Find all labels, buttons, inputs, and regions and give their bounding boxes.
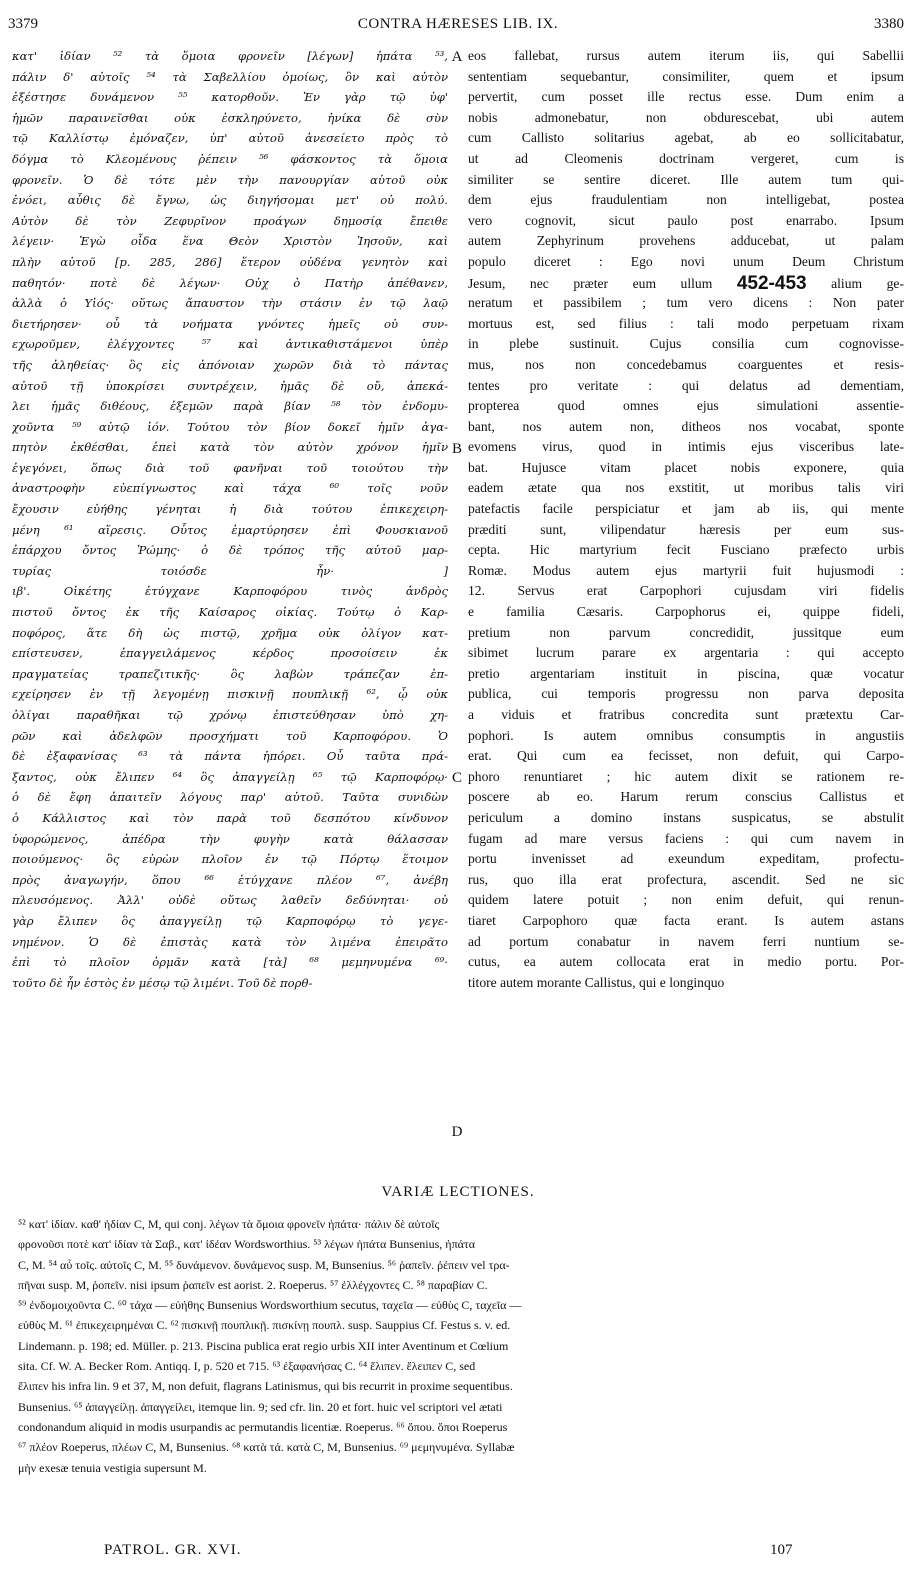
latin-line: pretio argentariam instituit in piscina, quæ vocatur — [468, 665, 904, 681]
latin-line: e familia Cæsaris. Carpophorus ei, quippe fideli, — [468, 604, 904, 620]
page-number-left: 3379 — [8, 16, 38, 32]
greek-line: λέγειν· Ἐγὼ οἶδα ἕνα Θεὸν Χριστὸν Ἰησοῦν, καὶ — [12, 234, 448, 249]
latin-line: præditi sunt, vilipendatur hæresis per eum sus- — [468, 521, 904, 537]
latin-line: pophori. Is autem omnibus consumptis in angustiis — [468, 727, 904, 743]
note-line: μὴν exesæ tenuia vestigia supersunt M. — [18, 1460, 207, 1475]
running-title: CONTRA HÆRESES LIB. IX. — [357, 16, 559, 32]
latin-line: erat. Qui cum ea fecisset, non defuit, qui Carpo- — [468, 748, 904, 764]
latin-line: mus, nos non concedebamus coarguentes et resis- — [468, 356, 904, 372]
page-footer — [0, 1542, 916, 1566]
latin-line: bant, nos autem non, ditheos nos vocabat, sponte — [468, 418, 904, 434]
greek-line: εχωροῦμεν, ἐλέγχοντες ⁵⁷ καὶ ἀντικαθιστάμενοι ὑπὲρ — [12, 337, 448, 352]
greek-line: ποφόρος, ἅτε δὴ ὡς πιστῷ, χρῆμα οὐκ ὀλίγον κατ- — [12, 625, 448, 640]
greek-line: τυρίας τοιόσδε ἦν· ] — [12, 563, 448, 578]
greek-line: δόγμα τὸ Κλεομένους ῥέπειν ⁵⁶ φάσκοντος τὰ ὅμοια — [12, 151, 448, 166]
greek-line: ἐπὶ τὸ πλοῖον ὁρμᾶν κατὰ [τὰ] ⁶⁸ μεμηνυμένα ⁶⁹· — [12, 955, 448, 970]
greek-line: ἀλλὰ ὁ Υἱός· οὕτως ἄπαυστον τὴν στάσιν ἐν τῷ λαῷ — [12, 296, 448, 311]
column-number: 452-453 — [736, 272, 807, 294]
latin-line: in plebe sustinuit. Cujus consilia cum cognovisse- — [468, 336, 904, 352]
greek-line: τῆς ἀληθείας· ὃς εἰς ἀπόνοιαν χωρῶν διὰ τὸ πάντας — [12, 357, 448, 372]
greek-line: νημένον. Ὁ δὲ ἐπιστὰς κατὰ τὸν λιμένα ἐπειρᾶτο — [12, 934, 448, 949]
greek-line: ποιούμενος· ὃς εὑρὼν πλοῖον ἐν τῷ Πόρτῳ ἕτοιμον — [12, 852, 448, 867]
note-line: ⁶⁷ πλέον Roeperus, πλέων C, M, Bunsenius. ⁶⁸ κατὰ τά. κατὰ C, M, Bunsenius. ⁶⁹ μεμηνυμένα. Syllabæ — [18, 1440, 515, 1455]
latin-line-segment: Jesum, nec præter eum ullum — [468, 275, 713, 291]
greek-line: παθητόν· ποτὲ δὲ λέγων· Οὐχ ὁ Πατὴρ ἀπέθανεν, — [12, 275, 448, 290]
latin-line: cum Callisto solitarius agebat, ab eo sollicitabatur, — [468, 130, 904, 146]
note-line: Bunsenius. ⁶⁵ ἀπαγγείλῃ. ἀπαγγείλει, itemque lin. 9; sed cfr. lin. 20 et fort. huic vel scriptori vel ætati — [18, 1399, 503, 1414]
latin-line: fugam ad mare versus faciens : qui cum navem in — [468, 830, 904, 846]
latin-line: tiaret Carpophoro quæ facta erant. Is autem astans — [468, 912, 904, 928]
greek-line: πητὸν ἐκθέσθαι, ἐπεὶ κατὰ τὸν αὐτὸν χρόνον ἡμῖν — [12, 440, 448, 455]
latin-line: patefactis facile perspiciatur et jam ab iis, qui mente — [468, 501, 904, 517]
latin-line: bat. Hujusce vitam placet nobis exponere, quia — [468, 459, 904, 475]
latin-line: portu invenisset ad exeundum expeditam, profectu- — [468, 851, 904, 867]
latin-line: quidem latere potuit ; non enim defuit, qui renun- — [468, 892, 904, 908]
greek-line: ἀναστροφὴν εὐεπίγνωστος καὶ τάχα ⁶⁰ τοῖς νοῦν — [12, 481, 448, 496]
latin-line: a viduis et fratribus concredita sunt prætextu Car- — [468, 707, 904, 722]
margin-letter-c: C — [451, 770, 462, 786]
greek-line: ὁ δὲ ἔφη ἀπαιτεῖν λόγους παρ' αὐτοῦ. Ταῦτα συνιδὼν — [12, 790, 448, 805]
latin-line: mortuus est, sed filius : tali modo perpetuam rixam — [468, 315, 904, 331]
note-line: condonandum aliquid in modis usurpandis ac permutandis licentiæ. Roeperus. ⁶⁶ ὅπου. ὅποι Roeperus — [18, 1419, 508, 1434]
note-line: Lindemann. p. 198; ed. Müller. p. 213. Piscina publica erat regio urbis XII inter Aventinum et Cœlium — [18, 1338, 509, 1353]
note-line: sita. Cf. W. A. Becker Rom. Antiqq. I, p. 520 et 715. ⁶³ ἐξαφανήσας C. ⁶⁴ ἔλιπεν. ἔλειπεν C, sed — [18, 1359, 476, 1374]
note-line: ⁵⁹ ἐνδομοιχοῦντα C. ⁶⁰ τάχα — εὐήθης Bunsenius Wordsworthium secutus, ταχεῖα — εὐθὺς C, ταχεῖα — — [18, 1298, 522, 1313]
latin-line-segment: alium ge- — [831, 275, 904, 291]
variae-lectiones-title: VARIÆ LECTIONES. — [381, 1184, 535, 1200]
latin-line: populo diceret : Ego novi unum Deum Christum — [468, 253, 904, 269]
note-line: φρονοῦσι ποτὲ κατ' ἰδίαν τὰ Σαβ., κατ' ἰδέαν Wordsworthius. ⁵³ λέγων ἠπάτα Bunsenius, ἠπάτα — [18, 1237, 476, 1252]
margin-letter-a: A — [451, 49, 463, 65]
greek-line: επίστευσεν, ἐπαγγειλάμενος κέρδος προσοίσειν ἐκ — [12, 646, 448, 661]
page-number-right: 3380 — [874, 16, 904, 32]
greek-column — [12, 46, 448, 993]
greek-line: πραγματείας τραπεζιτικῆς· ὃς λαβὼν τράπεζαν ἐπ- — [12, 666, 448, 681]
latin-line: sententiam sequebantur, consimiliter, quem et ipsum — [468, 68, 904, 84]
latin-line: cepta. Hic martyrium fecit Fusciano præfecto urbis — [468, 542, 904, 558]
greek-line: ὑφορώμενος, ἀπέδρα τὴν φυγὴν κατὰ θάλασσαν — [12, 831, 448, 846]
latin-line: cutus, ea autem collocata erat in medio portu. Por- — [468, 954, 904, 970]
footer-volume: PATROL. GR. XVI. — [104, 1542, 242, 1558]
latin-line: autem Zephyrinum provehens adducebat, ut palam — [468, 233, 904, 249]
latin-line: periculum a domino instans suspicatus, se abstulit — [468, 809, 904, 825]
latin-line: rus, quo illa erat profectura, ascendit. Sed ne sic — [468, 871, 904, 887]
greek-line: ἐπάρχου ὄντος Ῥώμης· ὁ δὲ τρόπος τῆς αὐτοῦ μαρ- — [12, 543, 448, 558]
greek-line: Αὐτὸν δὲ τὸν Ζεφυρῖνον προάγων δημοσίᾳ ἔπειθε — [12, 213, 448, 228]
latin-line: poscere ab eo. Harum rerum conscius Callistus et — [468, 789, 904, 805]
latin-line: 12. Servus erat Carpophori cujusdam viri fidelis — [468, 583, 904, 599]
greek-line: ιβ'. Οἰκέτης ἐτύγχανε Καρποφόρου τινὸς ἀνδρὸς — [12, 584, 448, 599]
greek-line: ἡμῶν παραινεῖσθαι οὐκ ἐσκληρύνετο, ἡνίκα δὲ σὺν — [12, 110, 448, 125]
latin-line: vero cognovit, sicut paulo post enarrabo. Ipsum — [468, 212, 904, 228]
latin-line: propterea quod omnes ejus simulationi assentie- — [468, 398, 904, 414]
greek-line: λει ἡμᾶς διθέους, ἐξεμῶν παρὰ βίαν ⁵⁸ τὸν ἐνδομυ- — [12, 399, 448, 414]
greek-line: ἐνόει, αὖθις δὲ ἔγνω, ὡς διηγήσομαι μετ' οὐ πολύ. — [12, 193, 448, 208]
note-line: ἔλιπεν his infra lin. 9 et 37, M, non defuit, flagrans Latinismus, qui bis recurrit in proxime sequentibus. — [18, 1379, 513, 1394]
note-line: C, M. ⁵⁴ αὖ τοῖς. αὐτοῖς C, M. ⁵⁵ δυνάμενον. δυνάμενος susp. M, Bunsenius. ⁵⁶ ῥαπεῖν. ῥέπειν vel τρα- — [18, 1257, 510, 1272]
greek-line: πρὸς ἀναγωγήν, ὅπου ⁶⁶ ἐτύγχανε πλέον ⁶⁷, ἀνέβη — [12, 872, 448, 887]
latin-line: neratum et passibilem ; tum vero dicens : Non pater — [468, 295, 904, 311]
greek-line: κατ' ἰδίαν ⁵² τὰ ὅμοια φρονεῖν [λέγων] ἠπάτα ⁵³, — [12, 49, 448, 63]
note-line: εὐθὺς M. ⁶¹ ἐπικεχειρημέναι C. ⁶² πισκινῇ πουπλικῇ. πισκίνῃ πουπλ. susp. Sauppius Cf. Festus s. v. ed. — [18, 1318, 511, 1333]
latin-line: sibimet lucrum parare ex argentaria : qui accepto — [468, 645, 904, 661]
greek-line: μένη ⁶¹ αἵρεσις. Οὗτος ἐμαρτύρησεν ἐπὶ Φουσκιανοῦ — [12, 522, 448, 537]
latin-line: tentes pro veritate : qui delatus ad dementiam, — [468, 377, 904, 393]
latin-line: pretium non parvum concredidit, jussitque eum — [468, 624, 904, 640]
greek-line: ὀλίγαι παραθῆκαι τῷ χρόνῳ ἐπιστεύθησαν ὑπὸ χη- — [12, 708, 448, 722]
greek-line: ὁ Κάλλιστος καὶ τὸν παρὰ τοῦ δεσπότου κίνδυνον — [12, 810, 448, 825]
greek-line: χοῦντα ⁵⁹ αὐτῷ ἰόν. Τούτου τὸν βίον δοκεῖ ἡμῖν ἀγα- — [12, 419, 448, 434]
greek-line: ἐγεγόνει, ὅπως διὰ τοῦ φανῆναι τοῦ τοιούτου τὴν — [12, 460, 448, 475]
latin-line: dem ejus fraudulentiam non intelligebat, postea — [468, 192, 904, 208]
greek-line: ξαντος, οὐκ ἔλιπεν ⁶⁴ ὃς ἀπαγγείλῃ ⁶⁵ τῷ Καρποφόρῳ· — [12, 769, 448, 784]
greek-line: εχείρησεν ἐν τῇ λεγομένῃ πισκινῇ πουπλικῇ ⁶², ᾧ οὐκ — [12, 687, 448, 702]
latin-line: pervertit, cum posset ille rectus esse. Dum enim a — [468, 89, 904, 105]
greek-line: πλευσόμενος. Ἀλλ' οὐδὲ οὕτως λαθεῖν δεδύνηται· οὐ — [12, 893, 448, 908]
latin-line: phoro renuntiaret ; hic autem dixit se rationem re- — [468, 768, 904, 784]
greek-line: πάλιν δ' αὐτοῖς ⁵⁴ τὰ Σαβελλίου ὁμοίως, ὃν καὶ αὐτὸν — [12, 69, 448, 84]
latin-line: ut ad Cleomenis doctrinam vergeret, cum is — [468, 150, 904, 166]
greek-line: πιστοῦ ὄντος ἐκ τῆς Καίσαρος οἰκίας. Τούτῳ ὁ Καρ- — [12, 605, 448, 620]
greek-line: ἔχουσιν εὐήθης γένηται ἡ διὰ τούτου ἐπικεχειρη- — [12, 502, 448, 517]
greek-line: ἐξέστησε δυνάμενον ⁵⁵ κατορθοῦν. Ἐν γὰρ τῷ ὑφ' — [12, 90, 448, 105]
greek-line: δὲ ἐξαφανίσας ⁶³ τὰ πάντα ἠπόρει. Οὗ ταῦτα πρά- — [12, 749, 448, 764]
greek-line: διετήρησεν· οὗ τὰ νοήματα γνόντες ἡμεῖς οὐ συν- — [12, 316, 448, 331]
note-line: ⁵² κατ' ἰδίαν. καθ' ἡδίαν C, M, qui conj. λέγων τὰ ὅμοια φρονεῖν ἠπάτα· πάλιν δὲ αὐτοῖς — [18, 1217, 440, 1231]
greek-line: γὰρ ἔλιπεν ὃς ἀπαγγείλῃ τῷ Καρποφόρῳ τὸ γεγε- — [12, 913, 448, 928]
greek-line: ρῶν καὶ ἀδελφῶν προσχήματι τοῦ Καρποφόρου. Ὁ — [12, 728, 448, 743]
latin-line-with-column-number — [468, 273, 904, 294]
greek-line: φρονεῖν. Ὁ δὲ τότε μὲν τὴν πανουργίαν αὐτοῦ οὐκ — [12, 172, 448, 187]
latin-line: publica, cui temporis progressu non parva deposita — [468, 686, 904, 702]
margin-letter-d: D — [451, 1124, 463, 1140]
running-header — [0, 14, 916, 40]
note-line: πῆναι susp. M, ῥοπεῖν. nisi ipsum ῥαπεῖν est aorist. 2. Roeperus. ⁵⁷ ἐλλέγχοντες C. ⁵⁸ παραβίαν C. — [18, 1277, 488, 1292]
greek-line: τοῦτο δὲ ἦν ἑστὸς ἐν μέσῳ τῷ λιμένι. Τοῦ δὲ πορθ- — [12, 975, 313, 990]
greek-line: αὐτοῦ τῇ ὑποκρίσει συντρέχειν, ἡμᾶς δὲ οὔ, ἀπεκά- — [12, 378, 448, 393]
latin-line: nobis admonebatur, non obdurescebat, ubi autem — [468, 109, 904, 125]
latin-line: titore autem morante Callistus, qui e longinquo — [468, 974, 725, 990]
latin-line: evomens virus, quod in intimis ejus visceribus late- — [468, 439, 904, 455]
greek-line: πλὴν αὐτοῦ [p. 285, 286] ἕτερον οὐδένα γενητὸν καὶ — [12, 254, 448, 269]
latin-line: eos fallebat, rursus autem iterum iis, qui Sabellii — [468, 48, 904, 63]
margin-letter-b: B — [451, 441, 462, 457]
latin-line: Romæ. Modus autem ejus martyrii fuit hujusmodi : — [468, 562, 904, 578]
latin-line: eadem ætate qua nos exstitit, ut moribus talis viri — [468, 480, 904, 496]
latin-column — [468, 46, 904, 993]
greek-line: τῷ Καλλίστῳ ἐμόναζεν, ὑπ' αὐτοῦ ἀνεσείετο πρὸς τὸ — [12, 131, 448, 146]
footer-page-number: 107 — [770, 1542, 793, 1558]
latin-line: ad portum conabatur in navem ferri nuntium se- — [468, 933, 904, 949]
footnotes — [18, 1214, 900, 1478]
latin-line: similiter se sentire diceret. Ille autem tum qui- — [468, 171, 904, 187]
